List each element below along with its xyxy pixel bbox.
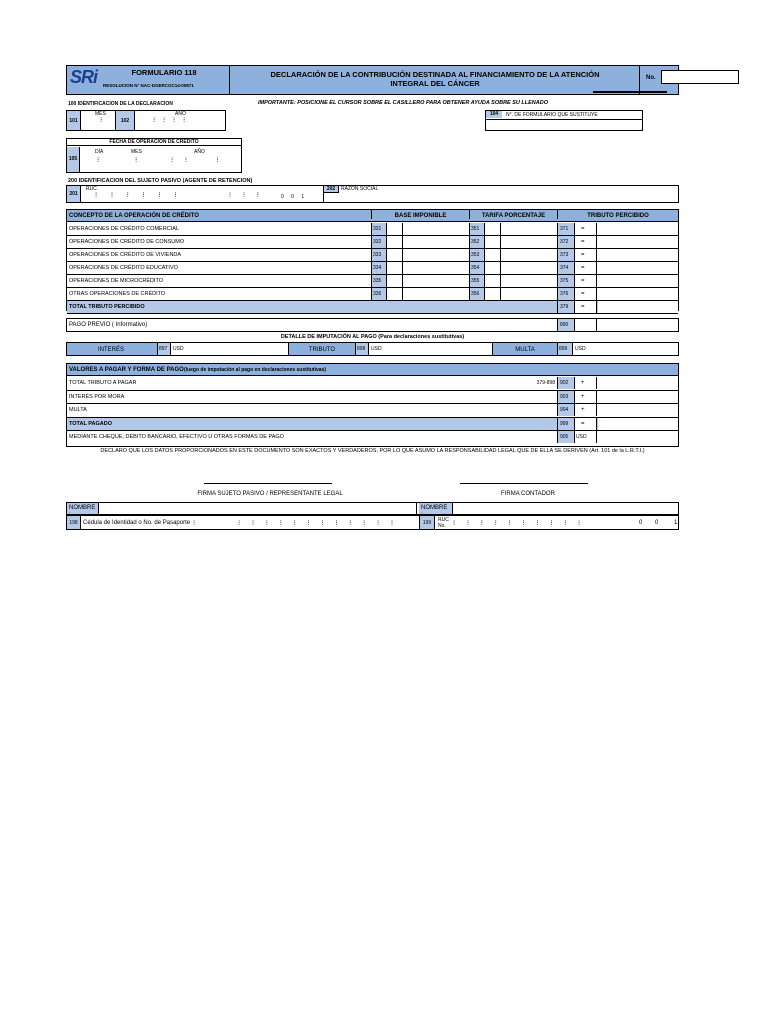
dia-label: DÍA: [95, 149, 104, 155]
eq-sign: =: [575, 223, 597, 235]
base-input[interactable]: [404, 236, 469, 248]
total-tributo-label: TOTAL TRIBUTO PERCIBIDO: [69, 304, 145, 310]
total-tributo-input[interactable]: [598, 301, 678, 313]
ruc-input[interactable]: ⁝ ⁝ ⁝ ⁝ ⁝ ⁝ ⁝ ⁝ ⁝: [95, 192, 259, 199]
base-input[interactable]: [404, 262, 469, 274]
important-note: IMPORTANTE: POSICIONE EL CURSOR SOBRE EL CASILLERO PARA OBTENER AYUDA SOBRE SU LLENADO: [258, 100, 548, 106]
code-201: 201: [67, 186, 81, 202]
table-row: [67, 391, 678, 405]
firma-sujeto-label: FIRMA SUJETO PASIVO / REPRESENTANTE LEGAL: [197, 491, 343, 497]
resolution-label: RESOLUCION N° NAC-DGERCGC14-00871: [103, 83, 194, 88]
base-input[interactable]: [404, 249, 469, 261]
code-tarifa: 355: [469, 275, 485, 287]
row-note: 379-898: [536, 380, 555, 386]
base-input[interactable]: [404, 275, 469, 287]
fecha-anio-input[interactable]: ⁝ ⁝ ⁝: [171, 157, 219, 164]
base-spacer: [387, 275, 403, 287]
code-tarifa: 352: [469, 236, 485, 248]
code-base: 334: [371, 262, 387, 274]
row-eq: +: [575, 404, 597, 416]
declaracion-text: DECLARO QUE LOS DATOS PROPORCIONADOS EN ESTE DOCUMENTO SON EXACTOS Y VERDADEROS, POR LO QUE ASUMO LA RESPONSABILIDAD LEGAL QUE DE ELLA SE DERIVEN (Art. 101 de la L.R.T.I.): [100, 448, 645, 454]
tarifa-spacer: [485, 236, 501, 248]
cedula-label: Cédula de Identidad o No. de Pasaporte: [83, 520, 191, 526]
table-row: [67, 288, 678, 301]
row-label: MULTA: [69, 407, 87, 413]
forma-pago-row: [67, 431, 678, 445]
tarifa-input[interactable]: [502, 249, 557, 261]
cedula-input[interactable]: ⁝ ⁝ ⁝ ⁝ ⁝ ⁝ ⁝ ⁝ ⁝ ⁝ ⁝ ⁝ ⁝: [193, 520, 394, 527]
pago-previo-input[interactable]: [575, 319, 597, 331]
mes-input[interactable]: ⁝: [100, 117, 103, 124]
valores-subtitle: (luego de imputación al pago en declaraciones sustitutivas): [184, 367, 326, 373]
code-tributo: 376: [557, 288, 575, 300]
table-header: [67, 210, 678, 222]
code-101: 101: [67, 111, 81, 130]
code-base: 335: [371, 275, 387, 287]
row-label: TOTAL PAGADO: [69, 420, 112, 427]
tarifa-spacer: [485, 249, 501, 261]
pago-previo-row: [66, 318, 679, 332]
row-input[interactable]: [598, 377, 678, 389]
base-spacer: [387, 236, 403, 248]
row-label: OPERACIONES DE CRÉDITO DE CONSUMO: [69, 239, 185, 245]
section100-title: 100 IDENTIFICACION DE LA DECLARACION: [68, 101, 173, 107]
code-tributo: 372: [557, 236, 575, 248]
code-tributo: 374: [557, 262, 575, 274]
row-label: OPERACIONES DE CRÉDITO EDUCATIVO: [69, 265, 178, 271]
row-eq: USD: [575, 431, 597, 443]
base-spacer: [387, 223, 403, 235]
eq-sign: =: [575, 262, 597, 274]
form-number-input[interactable]: [661, 70, 739, 84]
header-tributo: TRIBUTO PERCIBIDO: [557, 210, 678, 219]
code-base: 332: [371, 236, 387, 248]
form-title: FORMULARIO 118: [131, 68, 197, 77]
code-198: 198: [67, 516, 81, 529]
code-104: 104: [486, 111, 502, 118]
row-input[interactable]: [598, 404, 678, 416]
tributo-input[interactable]: [598, 236, 678, 248]
pago-previo-label: PAGO PREVIO ( Informativo): [69, 322, 148, 328]
table-row: [67, 377, 678, 391]
replaces-label: N°. DE FORMULARIO QUE SUSTITUYE: [506, 112, 598, 118]
table-row: [67, 249, 678, 262]
header-concepto: CONCEPTO DE LA OPERACIÓN DE CRÉDITO: [69, 213, 199, 219]
base-spacer: [387, 288, 403, 300]
code-base: 333: [371, 249, 387, 261]
credit-date-box: [66, 138, 242, 173]
code-898: 898: [355, 343, 369, 355]
usd-897[interactable]: USD: [171, 343, 289, 355]
code-base: 331: [371, 223, 387, 235]
nombre-row: [66, 502, 679, 518]
anio-label: AÑO: [175, 111, 186, 117]
header-left-panel: [67, 66, 230, 94]
fecha-anio-label: AÑO: [194, 149, 205, 155]
code-tarifa: 351: [469, 223, 485, 235]
replaces-input[interactable]: [486, 119, 642, 130]
row-label: INTERÉS POR MORA: [69, 393, 125, 400]
header-tarifa: TARIFA PORCENTAJE: [469, 210, 557, 219]
signature-line-sujeto: [204, 483, 332, 484]
imputacion-title: DETALLE DE IMPUTACIÓN AL PAGO (Para declaraciones sustitutivas): [280, 334, 465, 340]
ruc-firma-input[interactable]: ⁝ ⁝ ⁝ ⁝ ⁝ ⁝ ⁝ ⁝ ⁝ ⁝: [453, 520, 581, 527]
code-tributo: 371: [557, 223, 575, 235]
row-label: OTRAS OPERACIONES DE CRÉDITO: [69, 291, 166, 297]
header-base: BASE IMPONIBLE: [371, 210, 469, 219]
code-105: 105: [67, 147, 80, 172]
credit-date-title: FECHA DE OPERACION DE CREDITO: [67, 139, 241, 146]
row-code: 904: [557, 404, 575, 416]
ruc-tail: 0 0 1: [281, 194, 308, 200]
tarifa-input[interactable]: [502, 262, 557, 274]
ruc-tail-1: 1: [674, 520, 678, 526]
operations-table: [66, 209, 679, 311]
total-eq: =: [575, 301, 597, 313]
tributo-input[interactable]: [598, 249, 678, 261]
eq-sign: =: [575, 249, 597, 261]
code-379: 379: [557, 301, 575, 313]
mes-label: MES: [95, 111, 106, 117]
no-label: No.: [646, 75, 656, 81]
base-input[interactable]: [404, 223, 469, 235]
eq-sign: =: [575, 236, 597, 248]
tributo-label: TRIBUTO: [308, 347, 336, 353]
row-eq: =: [575, 418, 597, 430]
code-202: 202: [323, 186, 339, 193]
usd-898[interactable]: USD: [369, 343, 493, 355]
row-code: 902: [557, 377, 575, 389]
razon-label: RAZON SOCIAL: [341, 186, 379, 192]
row-label: OPERACIONES DE CRÉDITO DE VIVIENDA: [69, 252, 182, 258]
base-input[interactable]: [404, 288, 469, 300]
row-code: 905: [557, 431, 575, 443]
tarifa-spacer: [485, 288, 501, 300]
tributo-input[interactable]: [598, 275, 678, 287]
table-row: [67, 275, 678, 288]
ruc-label: RUC: [86, 186, 97, 192]
row-input[interactable]: [598, 418, 678, 430]
ruc-tail-0b: 0: [655, 520, 659, 526]
tributo-input[interactable]: [598, 223, 678, 235]
row-eq: +: [575, 391, 597, 403]
row-label: TOTAL TRIBUTO A PAGAR: [69, 380, 137, 386]
razon-input[interactable]: [323, 186, 324, 202]
header-underline: [593, 91, 667, 93]
cedula-ruc-row: [66, 515, 679, 530]
replaces-form-box: [485, 110, 643, 131]
tarifa-input[interactable]: [502, 223, 557, 235]
code-tarifa: 356: [469, 288, 485, 300]
code-899: 899: [557, 343, 573, 355]
firma-contador-label: FIRMA CONTADOR: [501, 491, 555, 497]
valores-table: [66, 363, 679, 447]
usd-899[interactable]: USD: [573, 343, 678, 355]
nombre-label-1: NOMBRE :: [67, 503, 99, 514]
row-code: 999: [557, 418, 575, 430]
tarifa-input[interactable]: [502, 275, 557, 287]
section200-box: [66, 185, 679, 203]
main-title-line1: DECLARACIÓN DE LA CONTRIBUCIÓN DESTINADA AL FINANCIAMIENTO DE LA ATENCIÓN: [270, 70, 600, 79]
imputacion-row: [66, 342, 679, 356]
tarifa-spacer: [485, 275, 501, 287]
fecha-mes-label: MES: [131, 149, 142, 155]
code-102: 102: [115, 111, 135, 130]
tarifa-spacer: [485, 223, 501, 235]
main-title-line2: INTEGRAL DEL CÁNCER: [390, 79, 480, 88]
sri-logo: SRi: [70, 67, 98, 87]
declaration-period-box: [66, 110, 226, 131]
total-pagado-row: [67, 418, 678, 432]
nombre-input-1[interactable]: [100, 503, 417, 514]
tarifa-input[interactable]: [502, 236, 557, 248]
tributo-input[interactable]: [598, 262, 678, 274]
row-label: OPERACIONES DE MICROCRÉDITO: [69, 278, 164, 284]
fecha-mes-input[interactable]: ⁝: [135, 157, 138, 164]
code-tarifa: 353: [469, 249, 485, 261]
ruc-no-label: RUC No.: [438, 517, 449, 529]
nombre-input-2[interactable]: [454, 503, 678, 514]
anio-input[interactable]: ⁝ ⁝ ⁝ ⁝: [153, 117, 186, 124]
table-row: [67, 404, 678, 418]
valores-title: VALORES A PAGAR Y FORMA DE PAGO: [69, 367, 184, 373]
row-label: OPERACIONES DE CRÉDITO COMERCIAL: [69, 226, 179, 232]
row-code: 903: [557, 391, 575, 403]
code-199: 199: [419, 516, 435, 529]
form-header: [66, 65, 679, 95]
code-897: 897: [157, 343, 171, 355]
table-row: [67, 223, 678, 236]
header-title-panel: [230, 66, 640, 94]
signature-line-contador: [460, 483, 588, 484]
row-eq: +: [575, 377, 597, 389]
section200-title: 200 IDENTIFICACION DEL SUJETO PASIVO (AGENTE DE RETENCION): [68, 178, 253, 184]
multa-label: MULTA: [515, 347, 535, 353]
tarifa-spacer: [485, 262, 501, 274]
row-input[interactable]: [598, 431, 678, 443]
eq-sign: =: [575, 275, 597, 287]
table-row: [67, 236, 678, 249]
eq-sign: =: [575, 288, 597, 300]
total-tributo-row: [67, 301, 678, 314]
code-base: 336: [371, 288, 387, 300]
table-row: [67, 262, 678, 275]
dia-input[interactable]: ⁝: [97, 157, 100, 164]
valores-header: [67, 364, 678, 376]
ruc-tail-0a: 0: [639, 520, 643, 526]
base-spacer: [387, 262, 403, 274]
code-tributo: 375: [557, 275, 575, 287]
nombre-label-2: NOMBRE :: [419, 503, 453, 514]
tributo-input[interactable]: [598, 288, 678, 300]
interes-label: INTERÉS: [97, 347, 124, 353]
code-tributo: 373: [557, 249, 575, 261]
row-label: MEDIANTE CHEQUE, DÉBITO BANCARIO, EFECTIVO U OTRAS FORMAS DE PAGO: [69, 434, 284, 440]
tarifa-input[interactable]: [502, 288, 557, 300]
base-spacer: [387, 249, 403, 261]
row-input[interactable]: [598, 391, 678, 403]
code-tarifa: 354: [469, 262, 485, 274]
code-890: 890: [557, 319, 575, 331]
